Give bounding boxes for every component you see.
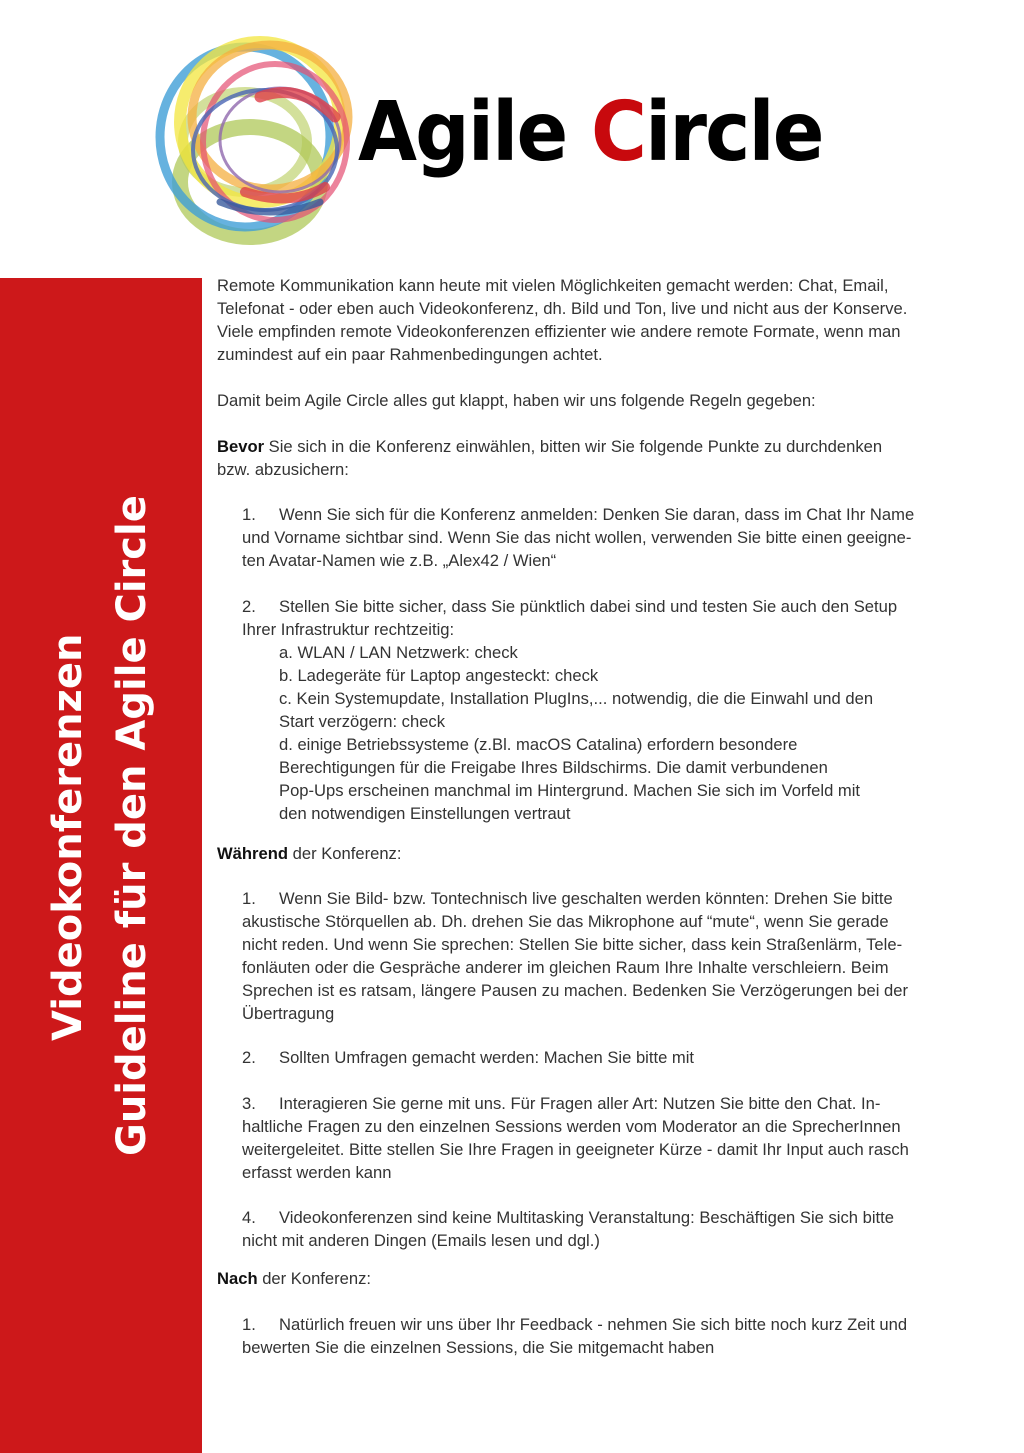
list-item: [242, 887, 982, 1025]
text-line: Viele empfinden remote Videokonferenzen effizienter wie andere remote Formate, wenn man: [217, 322, 901, 341]
list-item: [242, 595, 982, 825]
text-line: Remote Kommunikation kann heute mit vielen Möglichkeiten gemacht werden: Chat, Email,: [217, 276, 889, 295]
text-line: ten Avatar-Namen wie z.B. „Alex42 / Wien“: [242, 551, 557, 570]
text-line: Übertragung: [242, 1004, 335, 1023]
text-line: Sprechen ist es ratsam, längere Pausen zu machen. Bedenken Sie Verzögerungen bei der: [242, 981, 909, 1000]
text-line: Telefonat - oder eben auch Videokonferenz, dh. Bild und Ton, live und nicht aus der Konserve.: [217, 299, 908, 318]
sidebar-banner: [0, 278, 202, 1453]
sub-item: Pop-Ups erscheinen manchmal im Hintergrund. Machen Sie sich im Vorfeld mit: [279, 781, 861, 800]
list-number: 1.: [242, 505, 256, 524]
text-line: erfasst werden kann: [242, 1163, 392, 1182]
rules-paragraph: [217, 389, 977, 412]
sub-item: d. einige Betriebssysteme (z.Bl. macOS Catalina) erfordern besondere: [279, 735, 798, 754]
text-line: und Vorname sichtbar sind. Wenn Sie das nicht wollen, verwenden Sie bitte einen geeigne-: [242, 528, 912, 547]
text-line: Natürlich freuen wir uns über Ihr Feedback - nehmen Sie sich bitte noch kurz Zeit und: [279, 1315, 908, 1334]
text-line: weitergeleitet. Bitte stellen Sie Ihre Fragen in geeigneter Kürze - damit Ihr Input auch rasch: [242, 1140, 909, 1159]
text-line: Interagieren Sie gerne mit uns. Für Fragen aller Art: Nutzen Sie bitte den Chat. In-: [279, 1094, 881, 1113]
during-heading: [217, 842, 977, 865]
text-line: Ihrer Infrastruktur rechtzeitig:: [242, 620, 455, 639]
sub-item: b. Ladegeräte für Laptop angesteckt: check: [279, 666, 599, 685]
before-bold: Bevor: [217, 437, 265, 456]
text-line: nicht mit anderen Dingen (Emails lesen und dgl.): [242, 1231, 600, 1250]
list-number: 2.: [242, 597, 256, 616]
text-line: Wenn Sie Bild- bzw. Tontechnisch live geschalten werden könnten: Drehen Sie bitte: [279, 889, 893, 908]
brand-c: C: [591, 85, 646, 180]
text-line: der Konferenz:: [288, 844, 402, 863]
list-item: [242, 1313, 982, 1359]
list-item: [242, 503, 982, 572]
list-item: [242, 1206, 982, 1252]
text-line: Sie sich in die Konferenz einwählen, bitten wir Sie folgende Punkte zu durchdenken: [264, 437, 883, 456]
sidebar-title-line2: Guideline für den Agile Circle: [109, 495, 155, 1156]
after-bold: Nach: [217, 1269, 258, 1288]
list-number: 4.: [242, 1208, 256, 1227]
text-line: bzw. abzusichern:: [217, 460, 349, 479]
brand-rest: ircle: [645, 85, 823, 180]
list-number: 3.: [242, 1094, 256, 1113]
text-line: akustische Störquellen ab. Dh. drehen Sie das Mikrophone auf “mute“, wenn Sie gerade: [242, 912, 889, 931]
brand-first: Agile: [358, 85, 592, 180]
sub-item: den notwendigen Einstellungen vertraut: [279, 804, 571, 823]
text-line: der Konferenz:: [257, 1269, 372, 1288]
text-line: fonläuten oder die Gespräche anderer im gleichen Raum Ihre Inhalte verschleiern. Beim: [242, 958, 889, 977]
sub-item: a. WLAN / LAN Netzwerk: check: [279, 643, 518, 662]
sub-item: Berechtigungen für die Freigabe Ihres Bildschirms. Die damit verbundenen: [279, 758, 828, 777]
text-line: Sollten Umfragen gemacht werden: Machen Sie bitte mit: [279, 1048, 695, 1067]
text-line: haltliche Fragen zu den einzelnen Sessions werden vom Moderator an die SprecherInnen: [242, 1117, 901, 1136]
list-number: 1.: [242, 1315, 256, 1334]
text-line: Wenn Sie sich für die Konferenz anmelden: Denken Sie daran, dass im Chat Ihr Name: [279, 505, 915, 524]
intro-paragraph: [217, 274, 977, 366]
sub-item: c. Kein Systemupdate, Installation PlugIns,... notwendig, die die Einwahl und den: [279, 689, 874, 708]
during-bold: Während: [217, 844, 288, 863]
text-line: Videokonferenzen sind keine Multitasking Veranstaltung: Beschäftigen Sie sich bitte: [279, 1208, 894, 1227]
text-line: Damit beim Agile Circle alles gut klappt, haben wir uns folgende Regeln gegeben:: [217, 391, 816, 410]
brand-wordmark: [358, 85, 823, 180]
list-item: [242, 1092, 982, 1184]
text-line: bewerten Sie die einzelnen Sessions, die Sie mitgemacht haben: [242, 1338, 715, 1357]
before-heading: [217, 435, 977, 481]
text-line: zumindest auf ein paar Rahmenbedingungen achtet.: [217, 345, 603, 364]
list-number: 1.: [242, 889, 256, 908]
list-number: 2.: [242, 1048, 256, 1067]
list-item: [242, 1046, 982, 1069]
sub-item: Start verzögern: check: [279, 712, 446, 731]
agile-circle-logo-icon: [150, 22, 360, 247]
text-line: Stellen Sie bitte sicher, dass Sie pünktlich dabei sind und testen Sie auch den Setup: [279, 597, 898, 616]
after-heading: [217, 1267, 977, 1290]
sidebar-title-line1: Videokonferenzen: [45, 633, 91, 1041]
text-line: nicht reden. Und wenn Sie sprechen: Stellen Sie bitte sicher, dass kein Straßenlärm, Tele-: [242, 935, 903, 954]
